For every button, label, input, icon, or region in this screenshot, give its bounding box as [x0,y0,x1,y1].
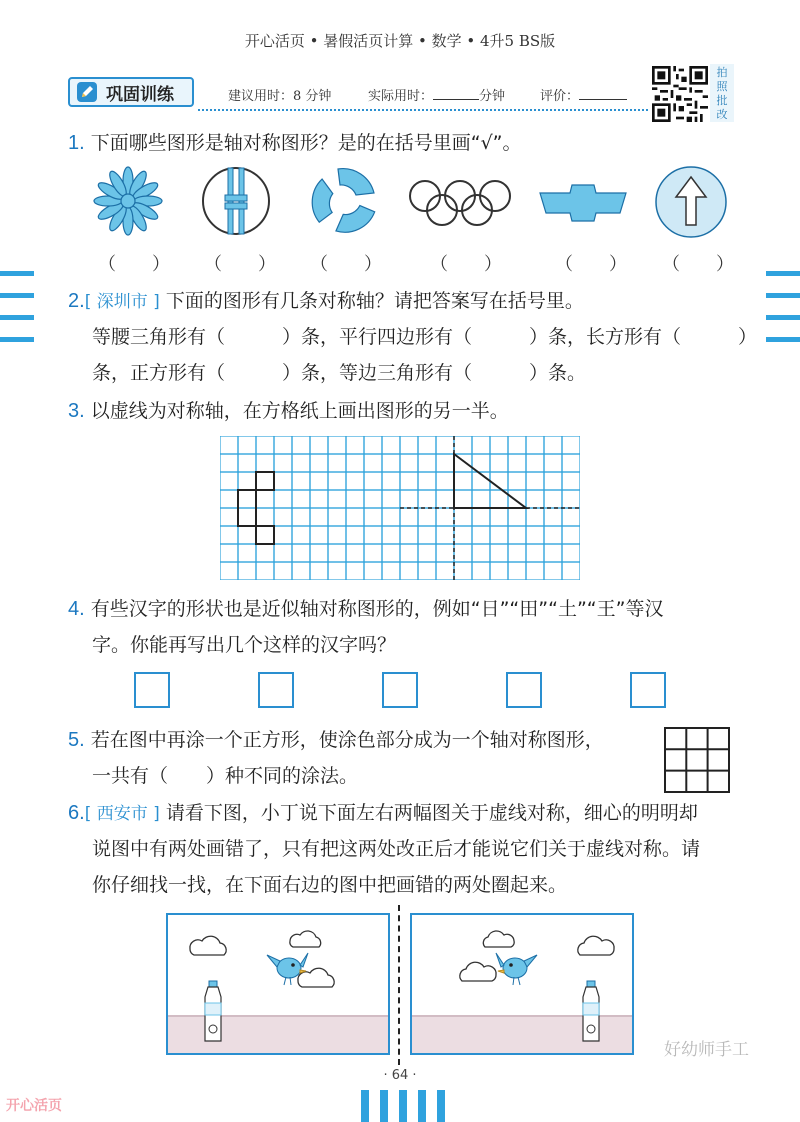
grid-cell [472,490,490,508]
scene-left [166,913,390,1055]
grid-cell [436,526,454,544]
swirl-figure [308,165,380,237]
arrow-sign-figure [654,165,728,239]
grid-cell [436,454,454,472]
evaluation-label: 评价： [540,89,580,104]
scene-right[interactable] [410,913,634,1055]
grid-cell [472,544,490,562]
answer-box[interactable] [258,672,294,708]
bottom-bar [418,1090,426,1122]
grid-cell [346,526,364,544]
grid-cell [400,436,418,454]
answer-box[interactable] [134,672,170,708]
grid-cell [472,508,490,526]
grid-cell [436,562,454,580]
three-by-three-grid[interactable] [664,727,730,793]
grid-cell [364,436,382,454]
question-6-line3: 你仔细找一找，在下面右边的图中把画错的两处圈起来。 [92,874,568,896]
grid-cell [490,544,508,562]
grid-cell [310,454,328,472]
bottom-bar [380,1090,388,1122]
grid-cell [526,508,544,526]
grid-cell [292,454,310,472]
grid-cell [310,526,328,544]
grid-cell [328,454,346,472]
grid-cell [544,490,562,508]
evaluation [540,85,627,104]
grid-cell [400,544,418,562]
grid-cell [562,562,580,580]
grid-cell [274,472,292,490]
grid-cell [292,472,310,490]
grid-cell [382,562,400,580]
grid-cell [310,436,328,454]
grid-cell [328,472,346,490]
grid-cell [382,508,400,526]
side-bar [766,293,800,298]
cloud-icon [290,931,321,947]
grid-cell [346,454,364,472]
grid-cell [562,526,580,544]
grid-cell [292,436,310,454]
grid-cell [220,508,238,526]
scene-right-art [412,915,634,1055]
answer-parens[interactable]: （ ） [555,254,627,275]
grid-cell [544,508,562,526]
question-2-line2: 条，正方形有（ ）条，等边三角形有（ ）条。 [92,362,587,384]
grid-cell [562,490,580,508]
actual-time-unit: 分钟 [479,89,506,104]
qr-side-char: 改 [716,108,728,121]
grid-cell [328,526,346,544]
question-3 [68,398,509,424]
question-number: 5. [68,729,85,751]
question-text: 请看下图，小丁说下面左右两幅图关于虚线对称，细心的明明却 [165,802,698,824]
side-bar [0,293,34,298]
grid-cell [256,436,274,454]
question-2-line1: 等腰三角形有（ ）条，平行四边形有（ ）条，长方形有（ ） [92,326,758,348]
grid-cell [274,526,292,544]
grid-cell [328,562,346,580]
grid-cell [544,454,562,472]
grid-cell [418,544,436,562]
grid-cell [526,490,544,508]
grid-cell [400,490,418,508]
grid-cell [526,436,544,454]
question-number: 6. [68,802,85,824]
bottom-bar [437,1090,445,1122]
answer-parens[interactable]: （ ） [662,254,734,275]
evaluation-blank[interactable] [579,87,627,100]
pencil-icon [76,81,98,103]
grid-cell [364,454,382,472]
grid-cell [436,436,454,454]
grid-cell [382,544,400,562]
grid-cell [400,454,418,472]
region-tag: [ 西安市 ] [84,804,160,824]
grid-cell [274,454,292,472]
grid-cell [544,436,562,454]
symmetry-axis-dashed [398,905,400,1065]
cloud-icon [483,931,514,947]
grid-cell [490,526,508,544]
grid-cell [364,508,382,526]
grid-cell [310,508,328,526]
grid-cell [238,490,256,508]
grid-cell [256,490,274,508]
grid-cell [328,436,346,454]
question-6-line2: 说图中有两处画错了，只有把这两处改正后才能说它们关于虚线对称。请 [92,838,701,860]
grid-cell [364,562,382,580]
bottom-bar [399,1090,407,1122]
grid-cell [400,526,418,544]
grid-cell [418,508,436,526]
question-text: 若在图中再涂一个正方形，使涂色部分成为一个轴对称图形， [90,729,604,751]
side-bar [0,315,34,320]
side-bar [0,337,34,342]
grid-cell [400,508,418,526]
grid-paper[interactable] [220,436,580,580]
grid-cell [364,472,382,490]
grid-cell [256,508,274,526]
grid-cell [292,562,310,580]
grid-cell [256,472,274,490]
circle-bars-figure [200,165,272,237]
grid-cell [454,562,472,580]
grid-cell [472,562,490,580]
grid-cell [310,562,328,580]
grid-cell [454,526,472,544]
question-number: 2. [68,290,85,312]
photo-grade-label [710,64,734,122]
grid-cell [526,454,544,472]
bottom-bar [361,1090,369,1122]
qr-side-char: 拍 [716,66,728,79]
grid-cell [490,436,508,454]
grid-cell [220,562,238,580]
qr-side-char: 照 [716,80,728,93]
grid-cell [346,490,364,508]
grid-cell [562,436,580,454]
grid-cell [418,454,436,472]
grid-cell [346,544,364,562]
side-bar [766,271,800,276]
question-number: 3. [68,400,85,422]
grid-cell [418,526,436,544]
grid-cell [454,490,472,508]
brand-logo: 开心活页 [6,1098,62,1114]
question-4 [68,596,663,622]
answer-box[interactable] [506,672,542,708]
grid-cell [526,526,544,544]
actual-time-blank[interactable] [433,87,479,100]
grid-cell [454,472,472,490]
grid-cell [508,562,526,580]
answer-parens[interactable]: （ ） [310,254,382,275]
grid-cell [418,436,436,454]
grid-cell [544,562,562,580]
grid-cell [292,526,310,544]
answer-box[interactable] [630,672,666,708]
grid-cell [292,508,310,526]
grid-cell [508,472,526,490]
bottle-icon [205,981,221,1041]
question-2 [68,288,584,315]
grid-cell [256,454,274,472]
flower-figure [92,165,164,237]
grid-cell [220,544,238,562]
grid-cell [418,490,436,508]
answer-parens[interactable]: （ ） [204,254,276,275]
section-divider [198,109,648,111]
grid-cell [238,526,256,544]
grid-cell [436,472,454,490]
side-bar [766,337,800,342]
cloud-icon [190,936,226,955]
grid-cell [292,544,310,562]
grid-cell [562,472,580,490]
grid-cell [490,508,508,526]
page-header-title: 开心活页 • 暑假活页计算 • 数学 • 4升5 BS版 [244,32,556,50]
region-tag: [ 深圳市 ] [84,292,160,312]
grid-cell [346,562,364,580]
grid-cell [544,526,562,544]
grid-cell [238,436,256,454]
grid-cell [382,490,400,508]
section-label: 巩固训练 [106,84,174,105]
grid-cell [292,490,310,508]
grid-cell [238,472,256,490]
grid-cell [526,472,544,490]
grid-cell [382,526,400,544]
grid-cell [364,490,382,508]
grid-cell [274,508,292,526]
grid-cell [346,436,364,454]
question-number: 4. [68,598,85,620]
question-text: 下面哪些图形是轴对称图形？是的在括号里画“√”。 [90,132,522,154]
grid-cell [508,436,526,454]
grid-cell [238,544,256,562]
grid-cell [436,508,454,526]
grid-cell [472,436,490,454]
qr-code[interactable] [650,66,710,122]
grid-cell [508,544,526,562]
grid-cell [328,544,346,562]
side-bar [0,271,34,276]
qr-side-char: 批 [716,94,728,107]
grid-cell [562,508,580,526]
grid-cell [220,526,238,544]
grid-cell [544,544,562,562]
question-text: 有些汉字的形状也是近似轴对称图形的，例如“日”“田”“土”“王”等汉 [90,598,664,620]
bottle-icon [583,981,599,1041]
grid-cell [400,472,418,490]
answer-parens[interactable]: （ ） [98,254,170,275]
grid-cell [400,562,418,580]
grid-cell [382,436,400,454]
grid-cell [364,544,382,562]
grid-cell [238,454,256,472]
grid-cell [364,526,382,544]
question-5 [68,727,604,753]
grid-cell [418,472,436,490]
answer-parens[interactable]: （ ） [430,254,502,275]
question-1 [68,130,522,156]
grid-cell [220,490,238,508]
grid-cell [346,472,364,490]
question-5-line2: 一共有（ ）种不同的涂法。 [92,765,359,787]
grid-cell [328,490,346,508]
bird-icon [496,953,537,985]
cloud-icon [578,936,614,955]
page-number: · 64 · [383,1068,417,1083]
grid-cell [562,544,580,562]
grid-cell [562,454,580,472]
grid-cell [508,526,526,544]
grid-cell [274,544,292,562]
grid-cell [382,472,400,490]
cloud-icon [460,962,496,981]
grid-cell [508,454,526,472]
grid-cell [472,526,490,544]
grid-cell [526,562,544,580]
grid-cell [310,544,328,562]
grid-cell [382,454,400,472]
question-6 [68,800,698,827]
grid-cell [256,526,274,544]
grid-cell [454,508,472,526]
grid-cell [310,490,328,508]
grid-cell [508,508,526,526]
grid-cell [256,562,274,580]
grid-cell [274,490,292,508]
answer-box[interactable] [382,672,418,708]
bowtie-figure [538,183,628,223]
question-text: 下面的图形有几条对称轴？请把答案写在括号里。 [165,290,584,312]
grid-cell [454,436,472,454]
question-number: 1. [68,132,85,154]
olympic-rings-figure [405,178,515,228]
side-bar [766,315,800,320]
grid-cell [220,454,238,472]
grid-cell [490,454,508,472]
grid-cell [274,436,292,454]
grid-cell [274,562,292,580]
grid-cell [238,562,256,580]
grid-cell [526,544,544,562]
grid-cell [220,472,238,490]
grid-cell [328,508,346,526]
scene-left-art [168,915,390,1055]
grid-cell [256,544,274,562]
actual-time [368,85,505,104]
grid-cell [490,562,508,580]
question-text: 以虚线为对称轴，在方格纸上画出图形的另一半。 [90,400,509,422]
suggested-time: 建议用时：8 分钟 [228,89,332,104]
grid-cell [436,544,454,562]
grid-cell [310,472,328,490]
watermark-text: 好幼师手工 [664,1040,749,1060]
question-4-line2: 字。你能再写出几个这样的汉字吗？ [92,634,397,656]
section-badge [68,77,194,107]
grid-cell [238,508,256,526]
actual-time-label: 实际用时： [368,89,434,104]
grid-cell [454,544,472,562]
grid-cell [418,562,436,580]
grid-cell [220,436,238,454]
grid-cell [436,490,454,508]
grid-cell [544,472,562,490]
grid-cell [346,508,364,526]
